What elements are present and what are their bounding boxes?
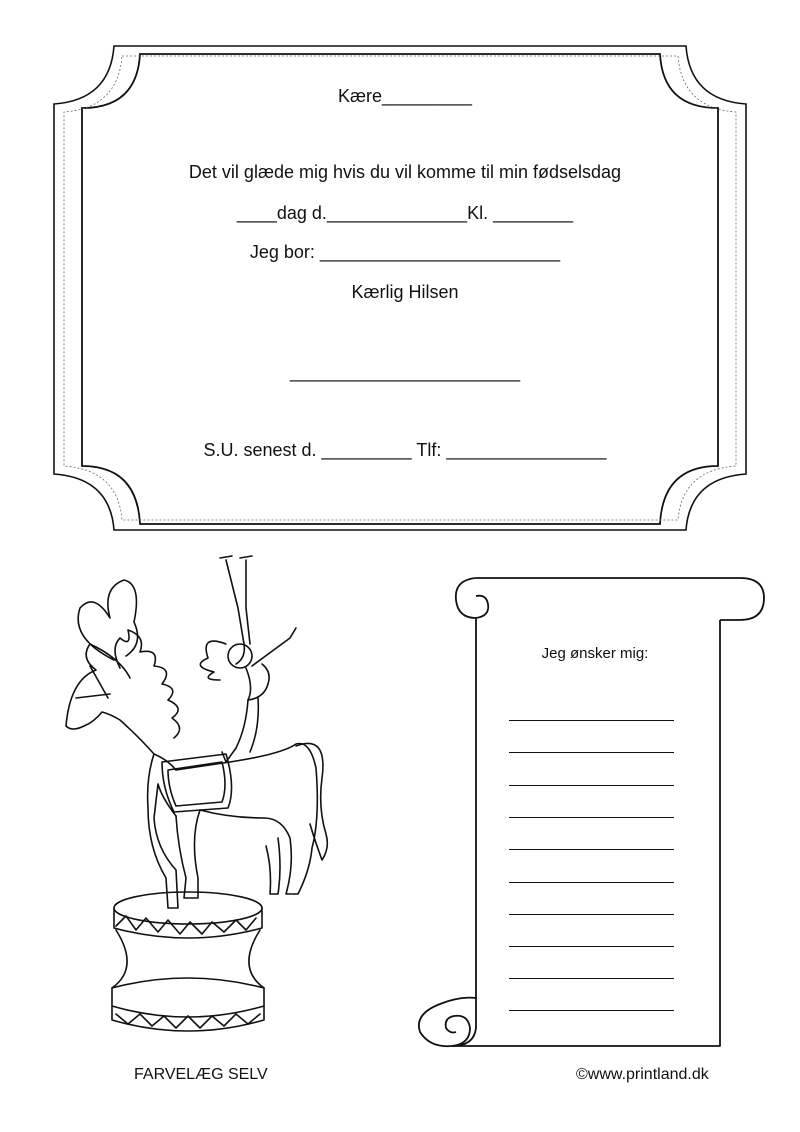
date-time-line[interactable]: ____dag d.______________Kl. ________ (236, 203, 574, 223)
wish-line-9[interactable] (509, 978, 674, 979)
wish-line-5[interactable] (509, 849, 674, 850)
footer-color-yourself: FARVELÆG SELV (134, 1066, 268, 1083)
footer-copyright[interactable]: ©www.printland.dk (576, 1066, 709, 1083)
wish-line-3[interactable] (509, 785, 674, 786)
wish-line-2[interactable] (509, 752, 674, 753)
wish-line-10[interactable] (509, 1010, 674, 1011)
wish-line-1[interactable] (509, 720, 674, 721)
pedestal-drawing (112, 892, 264, 1031)
closing-text: Kærlig Hilsen (351, 282, 459, 302)
circus-horse-illustration (50, 548, 350, 1048)
wish-line-7[interactable] (509, 914, 674, 915)
rsvp-line[interactable]: S.U. senest d. _________ Tlf: ________________ (203, 440, 607, 460)
wish-line-4[interactable] (509, 817, 674, 818)
horse-drawing (66, 580, 327, 908)
wishlist-title: Jeg ønsker mig: (541, 645, 649, 662)
greeting-line[interactable]: Kære_________ (337, 86, 473, 106)
acrobat-drawing (200, 556, 296, 762)
invite-text: Det vil glæde mig hvis du vil komme til min fødselsdag (188, 162, 622, 182)
signature-line[interactable]: _______________________ (289, 362, 521, 382)
wish-line-6[interactable] (509, 882, 674, 883)
wish-line-8[interactable] (509, 946, 674, 947)
address-line[interactable]: Jeg bor: ________________________ (249, 242, 561, 262)
wishlist-scroll (400, 568, 770, 1058)
